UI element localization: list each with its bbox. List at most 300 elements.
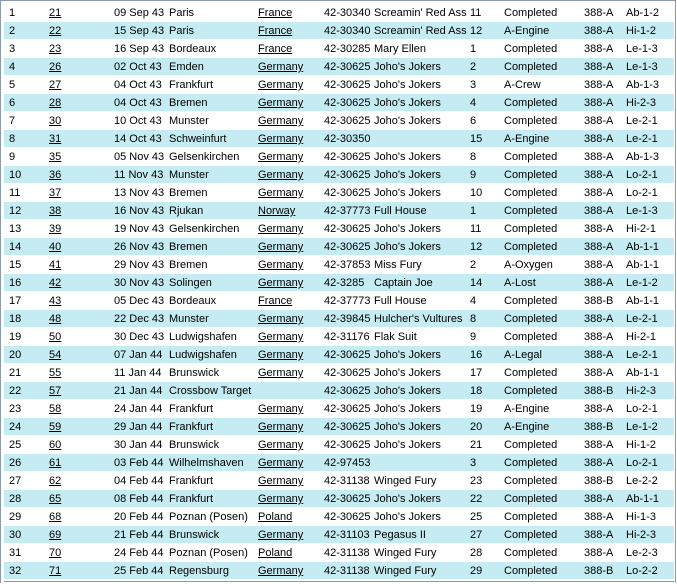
target-country: Germany [258, 457, 304, 469]
aircraft-serial-link[interactable]: 42-3285 [324, 277, 365, 289]
formation-position: Hi-2-3 [626, 529, 656, 541]
mission-number-link[interactable]: 39 [49, 223, 62, 235]
target-country: Germany [258, 133, 304, 145]
group-code: 388-B [584, 295, 614, 307]
target-country: Poland [258, 547, 293, 559]
mission-date: 11 Jan 44 [114, 367, 162, 379]
aircraft-mission-count: 3 [470, 457, 477, 469]
mission-date: 30 Dec 43 [114, 331, 165, 343]
aircraft-mission-count: 8 [470, 313, 477, 325]
mission-status: Completed [504, 475, 558, 487]
formation-position: Hi-2-1 [626, 223, 656, 235]
target-city: Bremen [169, 259, 208, 271]
aircraft-serial-link[interactable]: 42-37773 [324, 205, 371, 217]
aircraft-name: Joho's Jokers [374, 241, 441, 253]
formation-position: Ab-1-1 [626, 295, 660, 307]
group-code: 388-A [584, 115, 614, 127]
target-country: Germany [258, 169, 304, 181]
table-row[interactable] [4, 148, 674, 166]
group-code: 388-A [584, 259, 614, 271]
aircraft-serial-link[interactable]: 42-30340 [324, 25, 371, 37]
aircraft-mission-count: 1 [470, 205, 477, 217]
table-row[interactable] [4, 166, 674, 184]
target-country: Germany [258, 565, 304, 577]
aircraft-serial-link[interactable]: 42-30625 [324, 223, 371, 235]
aircraft-serial-link[interactable]: 42-30625 [324, 439, 371, 451]
row-number: 19 [9, 331, 22, 343]
mission-number-link[interactable]: 43 [49, 295, 62, 307]
target-country: Germany [258, 97, 304, 109]
mission-status: Completed [504, 97, 558, 109]
mission-date: 29 Jan 44 [114, 421, 163, 433]
mission-number-link[interactable]: 59 [49, 421, 62, 433]
aircraft-serial-link[interactable]: 42-30625 [324, 511, 371, 523]
formation-position: Hi-2-3 [626, 385, 656, 397]
target-country: France [258, 7, 293, 19]
target-country: Germany [258, 349, 304, 361]
target-city: Ludwigshafen [169, 349, 237, 361]
row-number: 25 [9, 439, 22, 451]
mission-status: Completed [504, 205, 558, 217]
mission-number-link[interactable]: 21 [49, 7, 62, 19]
aircraft-serial-link[interactable]: 42-37773 [324, 295, 371, 307]
mission-status: Completed [504, 115, 558, 127]
target-city: Solingen [169, 277, 212, 289]
mission-date: 09 Sep 43 [114, 7, 165, 19]
target-city: Rjukan [169, 205, 204, 217]
aircraft-name: Mary Ellen [374, 43, 426, 55]
target-city: Schweinfurt [169, 133, 227, 145]
table-row[interactable] [4, 184, 674, 202]
aircraft-serial-link[interactable]: 42-30625 [324, 115, 371, 127]
aircraft-serial-link[interactable]: 42-31103 [324, 529, 370, 541]
formation-position: Le-2-1 [626, 349, 658, 361]
group-code: 388-A [584, 7, 614, 19]
mission-number-link[interactable]: 22 [49, 25, 62, 37]
mission-number-link[interactable]: 38 [49, 205, 62, 217]
row-number: 31 [9, 547, 22, 559]
target-country: Germany [258, 367, 304, 379]
table-row[interactable] [4, 400, 674, 418]
mission-date: 04 Oct 43 [114, 79, 162, 91]
aircraft-serial-link[interactable]: 42-30625 [324, 187, 371, 199]
target-city: Frankfurt [169, 421, 214, 433]
mission-number-link[interactable]: 58 [49, 403, 62, 415]
aircraft-mission-count: 16 [470, 349, 483, 361]
group-code: 388-B [584, 385, 614, 397]
aircraft-name: Flak Suit [374, 331, 417, 343]
aircraft-name: Joho's Jokers [374, 79, 441, 91]
target-city: Bremen [169, 241, 208, 253]
aircraft-serial-link[interactable]: 42-31138 [324, 475, 370, 487]
aircraft-mission-count: 11 [470, 7, 482, 19]
row-number: 5 [9, 79, 16, 91]
mission-date: 03 Feb 44 [114, 457, 164, 469]
mission-status: Completed [504, 223, 558, 235]
mission-status: Completed [504, 7, 558, 19]
mission-number-link[interactable]: 60 [49, 439, 62, 451]
mission-status: Completed [504, 43, 558, 55]
mission-number-link[interactable]: 61 [49, 457, 62, 469]
mission-number-link[interactable]: 36 [49, 169, 62, 181]
aircraft-serial-link[interactable]: 42-31138 [324, 547, 370, 559]
mission-number-link[interactable]: 40 [49, 241, 62, 253]
formation-position: Le-2-1 [626, 115, 658, 127]
mission-status: Completed [504, 187, 558, 199]
row-number: 17 [9, 295, 22, 307]
target-country: Germany [258, 79, 304, 91]
group-code: 388-A [584, 97, 614, 109]
table-row[interactable] [4, 94, 674, 112]
mission-number-link[interactable]: 26 [49, 61, 62, 73]
row-number: 3 [9, 43, 16, 55]
formation-position: Lo-2-1 [626, 169, 658, 181]
mission-status: Completed [504, 547, 558, 559]
formation-position: Hi-1-2 [626, 439, 656, 451]
group-code: 388-A [584, 205, 614, 217]
aircraft-mission-count: 15 [470, 133, 483, 145]
target-country: Germany [258, 259, 304, 271]
mission-number-link[interactable]: 30 [49, 115, 62, 127]
aircraft-serial-link[interactable]: 42-30625 [324, 367, 371, 379]
target-city: Paris [169, 25, 195, 37]
mission-number-link[interactable]: 50 [49, 331, 62, 343]
group-code: 388-A [584, 349, 614, 361]
group-code: 388-A [584, 493, 614, 505]
formation-position: Lo-2-1 [626, 457, 658, 469]
aircraft-name: Joho's Jokers [374, 115, 441, 127]
aircraft-serial-link[interactable]: 42-31176 [324, 331, 370, 343]
target-city: Frankfurt [169, 475, 214, 487]
group-code: 388-A [584, 547, 614, 559]
mission-date: 21 Feb 44 [114, 529, 164, 541]
formation-position: Hi-2-3 [626, 97, 656, 109]
mission-date: 16 Nov 43 [114, 205, 165, 217]
target-country: Germany [258, 241, 304, 253]
aircraft-serial-link[interactable]: 42-30350 [324, 133, 371, 145]
table-row[interactable] [4, 346, 674, 364]
group-code: 388-A [584, 529, 614, 541]
formation-position: Ab-1-3 [626, 79, 660, 91]
row-number: 13 [9, 223, 22, 235]
row-number: 15 [9, 259, 22, 271]
aircraft-name: Joho's Jokers [374, 385, 441, 397]
table-row[interactable] [4, 130, 674, 148]
mission-status: Completed [504, 313, 558, 325]
mission-number-link[interactable]: 41 [49, 259, 62, 271]
row-number: 16 [9, 277, 22, 289]
mission-date: 04 Oct 43 [114, 97, 162, 109]
mission-date: 13 Nov 43 [114, 187, 165, 199]
formation-position: Ab-1-1 [626, 259, 660, 271]
row-number: 20 [9, 349, 22, 361]
mission-status: Completed [504, 61, 558, 73]
mission-status: Completed [504, 511, 558, 523]
aircraft-name: Captain Joe [374, 277, 433, 289]
aircraft-mission-count: 19 [470, 403, 483, 415]
mission-number-link[interactable]: 69 [49, 529, 62, 541]
target-city: Gelsenkirchen [169, 223, 240, 235]
table-row[interactable] [4, 544, 674, 562]
aircraft-name: Winged Fury [374, 547, 437, 559]
aircraft-mission-count: 25 [470, 511, 483, 523]
aircraft-name: Joho's Jokers [374, 439, 441, 451]
mission-date: 16 Sep 43 [114, 43, 165, 55]
mission-number-link[interactable]: 55 [49, 367, 62, 379]
target-country: Germany [258, 529, 304, 541]
formation-position: Le-1-3 [626, 205, 658, 217]
mission-number-link[interactable]: 57 [49, 385, 62, 397]
row-number: 18 [9, 313, 22, 325]
aircraft-serial-link[interactable]: 42-97453 [324, 457, 371, 469]
mission-number-link[interactable]: 62 [49, 475, 62, 487]
table-row[interactable] [4, 40, 674, 58]
mission-number-link[interactable]: 35 [49, 151, 62, 163]
group-code: 388-B [584, 475, 614, 487]
table-row[interactable] [4, 436, 674, 454]
row-number: 6 [9, 97, 16, 109]
mission-number-link[interactable]: 68 [49, 511, 62, 523]
table-row[interactable] [4, 238, 674, 256]
row-number: 28 [9, 493, 22, 505]
row-number: 2 [9, 25, 16, 37]
target-country: Germany [258, 277, 304, 289]
formation-position: Ab-1-2 [626, 7, 660, 19]
target-city: Frankfurt [169, 79, 214, 91]
target-city: Frankfurt [169, 403, 214, 415]
aircraft-serial-link[interactable]: 42-30625 [324, 169, 371, 181]
table-row[interactable] [4, 220, 674, 238]
aircraft-name: Pegasus II [374, 529, 426, 541]
mission-status: Completed [504, 439, 558, 451]
mission-number-link[interactable]: 71 [49, 565, 62, 577]
aircraft-mission-count: 18 [470, 385, 483, 397]
aircraft-serial-link[interactable]: 42-30285 [324, 43, 371, 55]
mission-status: A-Oxygen [504, 259, 553, 271]
table-row[interactable] [4, 58, 674, 76]
mission-date: 25 Feb 44 [114, 565, 164, 577]
mission-date: 30 Jan 44 [114, 439, 163, 451]
target-country: France [258, 295, 293, 307]
mission-status: Completed [504, 565, 558, 577]
target-city: Wilhelmshaven [169, 457, 244, 469]
mission-status: Completed [504, 151, 558, 163]
table-row[interactable] [4, 328, 674, 346]
row-number: 12 [9, 205, 22, 217]
group-code: 388-A [584, 403, 614, 415]
group-code: 388-A [584, 277, 614, 289]
table-row[interactable] [4, 508, 674, 526]
mission-status: A-Lost [504, 277, 536, 289]
group-code: 388-A [584, 367, 614, 379]
table-row[interactable] [4, 202, 674, 220]
mission-status: Completed [504, 457, 558, 469]
mission-date: 26 Nov 43 [114, 241, 165, 253]
mission-status: A-Engine [504, 133, 550, 145]
target-city: Bremen [169, 187, 208, 199]
target-city: Frankfurt [169, 493, 214, 505]
mission-number-link[interactable]: 31 [49, 133, 62, 145]
table-row[interactable] [4, 4, 674, 22]
aircraft-mission-count: 22 [470, 493, 483, 505]
mission-date: 14 Oct 43 [114, 133, 162, 145]
row-number: 8 [9, 133, 16, 145]
aircraft-serial-link[interactable]: 42-30625 [324, 493, 371, 505]
mission-status: A-Engine [504, 25, 550, 37]
aircraft-mission-count: 23 [470, 475, 483, 487]
mission-table [4, 4, 674, 580]
target-city: Paris [169, 7, 195, 19]
target-city: Ludwigshafen [169, 331, 237, 343]
mission-number-link[interactable]: 48 [49, 313, 62, 325]
target-country: Germany [258, 331, 304, 343]
table-row[interactable] [4, 526, 674, 544]
target-city: Poznan (Posen) [169, 547, 248, 559]
aircraft-serial-link[interactable]: 42-30625 [324, 349, 371, 361]
aircraft-mission-count: 8 [470, 151, 477, 163]
aircraft-serial-link[interactable]: 42-30625 [324, 151, 371, 163]
table-row[interactable] [4, 22, 674, 40]
aircraft-mission-count: 9 [470, 169, 477, 181]
target-city: Bremen [169, 97, 208, 109]
table-row[interactable] [4, 418, 674, 436]
table-row[interactable] [4, 472, 674, 490]
aircraft-mission-count: 3 [470, 79, 477, 91]
formation-position: Ab-1-3 [626, 151, 660, 163]
aircraft-serial-link[interactable]: 42-30625 [324, 385, 371, 397]
group-code: 388-A [584, 511, 614, 523]
table-row[interactable] [4, 562, 674, 580]
aircraft-serial-link[interactable]: 42-37853 [324, 259, 371, 271]
formation-position: Le-2-3 [626, 547, 658, 559]
formation-position: Le-1-2 [626, 277, 658, 289]
aircraft-serial-link[interactable]: 42-30625 [324, 403, 371, 415]
mission-status: Completed [504, 295, 558, 307]
mission-number-link[interactable]: 70 [49, 547, 62, 559]
aircraft-serial-link[interactable]: 42-30625 [324, 97, 371, 109]
table-row[interactable] [4, 274, 674, 292]
mission-date: 07 Jan 44 [114, 349, 163, 361]
target-city: Crossbow Target [169, 385, 252, 397]
aircraft-name: Joho's Jokers [374, 403, 441, 415]
table-row[interactable] [4, 490, 674, 508]
row-number: 1 [9, 7, 16, 19]
target-city: Regensburg [169, 565, 229, 577]
mission-date: 10 Oct 43 [114, 115, 162, 127]
mission-number-link[interactable]: 65 [49, 493, 62, 505]
aircraft-serial-link[interactable]: 42-30625 [324, 79, 371, 91]
aircraft-mission-count: 12 [470, 25, 483, 37]
target-country: Germany [258, 223, 304, 235]
aircraft-serial-link[interactable]: 42-31138 [324, 565, 370, 577]
formation-position: Hi-1-3 [626, 511, 656, 523]
mission-date: 19 Nov 43 [114, 223, 165, 235]
group-code: 388-B [584, 565, 614, 577]
mission-status: Completed [504, 241, 558, 253]
row-number: 29 [9, 511, 22, 523]
formation-position: Le-2-1 [626, 133, 658, 145]
mission-number-link[interactable]: 37 [49, 187, 62, 199]
mission-status: A-Engine [504, 421, 550, 433]
group-code: 388-B [584, 421, 614, 433]
mission-number-link[interactable]: 42 [49, 277, 62, 289]
group-code: 388-A [584, 187, 614, 199]
table-row[interactable] [4, 256, 674, 274]
aircraft-name: Joho's Jokers [374, 151, 441, 163]
mission-date: 04 Feb 44 [114, 475, 164, 487]
aircraft-mission-count: 2 [470, 61, 477, 73]
formation-position: Le-2-2 [626, 475, 658, 487]
row-number: 4 [9, 61, 16, 73]
target-country: Germany [258, 493, 304, 505]
aircraft-mission-count: 27 [470, 529, 483, 541]
table-row[interactable] [4, 76, 674, 94]
aircraft-mission-count: 6 [470, 115, 477, 127]
mission-date: 21 Jan 44 [114, 385, 163, 397]
aircraft-name: Joho's Jokers [374, 367, 441, 379]
aircraft-serial-link[interactable]: 42-30625 [324, 61, 371, 73]
mission-number-link[interactable]: 28 [49, 97, 62, 109]
aircraft-name: Joho's Jokers [374, 349, 441, 361]
mission-status: Completed [504, 493, 558, 505]
aircraft-mission-count: 11 [470, 223, 482, 235]
table-row[interactable] [4, 112, 674, 130]
group-code: 388-A [584, 313, 614, 325]
aircraft-name: Joho's Jokers [374, 169, 441, 181]
formation-position: Ab-1-1 [626, 241, 660, 253]
table-row[interactable] [4, 292, 674, 310]
target-city: Poznan (Posen) [169, 511, 248, 523]
row-number: 27 [9, 475, 22, 487]
mission-status: Completed [504, 169, 558, 181]
mission-number-link[interactable]: 54 [49, 349, 62, 361]
aircraft-serial-link[interactable]: 42-30625 [324, 421, 371, 433]
mission-date: 05 Dec 43 [114, 295, 165, 307]
target-country: Germany [258, 313, 304, 325]
table-row[interactable] [4, 310, 674, 328]
row-number: 21 [9, 367, 22, 379]
aircraft-mission-count: 9 [470, 331, 477, 343]
mission-number-link[interactable]: 27 [49, 79, 62, 91]
group-code: 388-A [584, 223, 614, 235]
aircraft-mission-count: 14 [470, 277, 483, 289]
row-number: 24 [9, 421, 22, 433]
table-row[interactable] [4, 364, 674, 382]
row-number: 14 [9, 241, 22, 253]
aircraft-name: Joho's Jokers [374, 61, 441, 73]
target-city: Munster [169, 313, 209, 325]
row-number: 11 [9, 187, 21, 199]
aircraft-mission-count: 10 [470, 187, 483, 199]
formation-position: Le-2-1 [626, 313, 658, 325]
row-number: 26 [9, 457, 22, 469]
target-city: Brunswick [169, 439, 220, 451]
target-country: Germany [258, 439, 304, 451]
table-row[interactable] [4, 454, 674, 472]
mission-date: 24 Feb 44 [114, 547, 164, 559]
mission-date: 24 Jan 44 [114, 403, 163, 415]
group-code: 388-A [584, 457, 614, 469]
mission-number-link[interactable]: 23 [49, 43, 62, 55]
aircraft-serial-link[interactable]: 42-39845 [324, 313, 371, 325]
aircraft-serial-link[interactable]: 42-30340 [324, 7, 371, 19]
table-row[interactable] [4, 382, 674, 400]
target-country: France [258, 43, 293, 55]
mission-status: Completed [504, 529, 558, 541]
aircraft-serial-link[interactable]: 42-30625 [324, 241, 371, 253]
mission-date: 05 Nov 43 [114, 151, 165, 163]
target-country: Germany [258, 151, 304, 163]
